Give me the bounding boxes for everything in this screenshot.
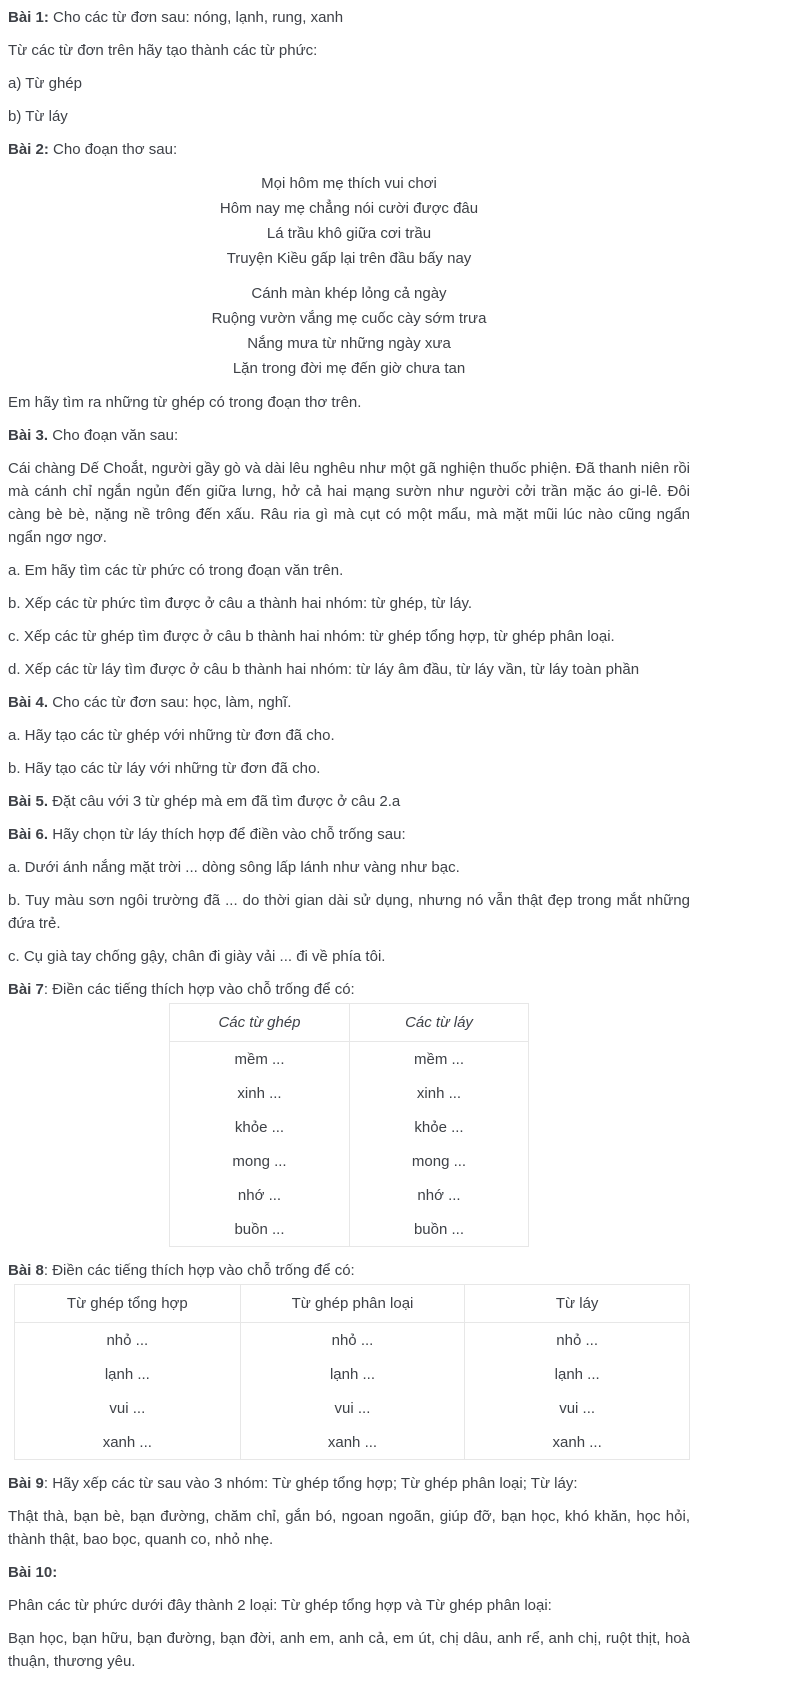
table-cell: mềm ... <box>349 1042 528 1076</box>
exercise-1-text: Cho các từ đơn sau: nóng, lạnh, rung, xanh <box>53 9 344 26</box>
exercise-2-text: Cho đoạn thơ sau: <box>53 141 178 158</box>
table-cell: buồn ... <box>234 1220 285 1238</box>
table-row <box>15 1357 689 1391</box>
table-cell: nhỏ ... <box>240 1323 465 1357</box>
exercise-1-heading <box>8 6 690 29</box>
poem-stanza-1 <box>8 171 690 271</box>
table-row <box>170 1042 528 1076</box>
exercise-6-heading <box>8 823 690 846</box>
exercise-6-item-c: c. Cụ già tay chống gậy, chân đi giày vải ... đi về phía tôi. <box>8 948 386 965</box>
poem-line: Lặn trong đời mẹ đến giờ chưa tan <box>232 360 466 377</box>
exercise-5-heading <box>8 790 690 813</box>
table-cell: lạnh ... <box>240 1357 465 1391</box>
table-cell: xanh ... <box>464 1425 689 1459</box>
exercise-7-text: : Điền các tiếng thích hợp vào chỗ trống để có: <box>43 981 355 998</box>
table-cell: mong ... <box>232 1152 287 1170</box>
exercise-6-label: Bài 6. <box>8 826 49 843</box>
poem-line: Cánh màn khép lỏng cả ngày <box>251 285 447 302</box>
table-row <box>170 1178 528 1212</box>
exercise-3-heading <box>8 424 690 447</box>
table-row <box>170 1110 528 1144</box>
table-cell: vui ... <box>109 1399 146 1417</box>
exercise-3-label: Bài 3. <box>8 427 49 444</box>
table-row <box>170 1144 528 1178</box>
exercise-1-item-a: a) Từ ghép <box>8 75 82 92</box>
table-row <box>15 1391 689 1425</box>
poem-line: Truyện Kiều gấp lại trên đầu bấy nay <box>226 250 472 267</box>
exercise-5-label: Bài 5. <box>8 793 49 810</box>
poem-stanza-2 <box>8 281 690 381</box>
exercise-1-label: Bài 1: <box>8 9 49 26</box>
table-cell: nhớ ... <box>237 1186 282 1204</box>
exercise-6-item-a: a. Dưới ánh nắng mặt trời ... dòng sông lấp lánh như vàng như bạc. <box>8 859 460 876</box>
table-cell: khỏe ... <box>349 1110 528 1144</box>
exercise-5-text: Đặt câu với 3 từ ghép mà em đã tìm được ở câu 2.a <box>52 793 401 810</box>
exercise-4-heading <box>8 691 690 714</box>
poem-line: Lá trầu khô giữa cơi trầu <box>266 225 432 242</box>
exercise-4-text: Cho các từ đơn sau: học, làm, nghĩ. <box>52 694 292 711</box>
table-cell: lạnh ... <box>104 1365 150 1383</box>
exercise-9-label: Bài 9 <box>8 1475 44 1492</box>
exercise-2-task: Em hãy tìm ra những từ ghép có trong đoạn thơ trên. <box>8 394 362 411</box>
table-cell: mong ... <box>349 1144 528 1178</box>
table-header-cell: Từ ghép tổng hợp <box>15 1285 240 1323</box>
exercise-8-text: : Điền các tiếng thích hợp vào chỗ trống để có: <box>43 1262 355 1279</box>
table-row <box>170 1076 528 1110</box>
exercise-6-item-b: b. Tuy màu sơn ngôi trường đã ... do thời gian dài sử dụng, nhưng nó vẫn thật đẹp trong mắt những đứa trẻ. <box>8 892 690 932</box>
exercise-8-label: Bài 8 <box>8 1262 44 1279</box>
table-cell: buồn ... <box>349 1212 528 1246</box>
table-header-row <box>15 1285 689 1323</box>
poem-line: Mọi hôm mẹ thích vui chơi <box>261 175 437 192</box>
exercise-1-intro: Từ các từ đơn trên hãy tạo thành các từ phức: <box>8 42 318 59</box>
exercise-6-text: Hãy chọn từ láy thích hợp để điền vào chỗ trống sau: <box>52 826 406 843</box>
exercise-4-item-a: a. Hãy tạo các từ ghép với những từ đơn đã cho. <box>8 727 335 744</box>
table-cell: xanh ... <box>102 1433 152 1451</box>
table-cell: xinh ... <box>237 1084 282 1102</box>
exercise-9-text: : Hãy xếp các từ sau vào 3 nhóm: Từ ghép tổng hợp; Từ ghép phân loại; Từ láy: <box>43 1475 578 1492</box>
exercise-7-table <box>169 1003 529 1247</box>
table-header-cell: Từ ghép phân loại <box>240 1285 465 1323</box>
exercise-9-heading <box>8 1472 690 1495</box>
exercise-1-item-b: b) Từ láy <box>8 108 68 125</box>
table-row <box>170 1212 528 1246</box>
table-cell: nhỏ ... <box>106 1331 149 1349</box>
table-cell: vui ... <box>240 1391 465 1425</box>
exercise-8-table <box>14 1284 690 1460</box>
table-row <box>15 1323 689 1357</box>
exercise-7-label: Bài 7 <box>8 981 44 998</box>
poem-line: Hôm nay mẹ chẳng nói cười được đâu <box>219 200 479 217</box>
table-cell: vui ... <box>464 1391 689 1425</box>
table-header-cell: Các từ láy <box>349 1004 528 1042</box>
exercise-3-passage: Cái chàng Dế Choắt, người gầy gò và dài lêu nghêu như một gã nghiện thuốc phiện. Đã thanh niên rồi mà cánh chỉ ngắn ngủn đến giữa lưng, hở cả hai mạng sườn như người cởi trần mặc áo gi-lê. Đôi càng bè bè, nặng nề trông đến xấu. Râu ria gì mà cụt có một mẩu, mà mặt mũi lúc nào cũng ngẩn ngẩn ngơ ngơ. <box>8 460 690 546</box>
worksheet-content <box>8 6 690 1673</box>
exercise-8-heading <box>8 1259 690 1282</box>
poem-line: Ruộng vườn vắng mẹ cuốc cày sớm trưa <box>211 310 487 327</box>
table-header-row <box>170 1004 528 1042</box>
exercise-10-intro: Phân các từ phức dưới đây thành 2 loại: Từ ghép tổng hợp và Từ ghép phân loại: <box>8 1597 552 1614</box>
exercise-4-label: Bài 4. <box>8 694 49 711</box>
table-cell: nhớ ... <box>349 1178 528 1212</box>
table-cell: lạnh ... <box>464 1357 689 1391</box>
exercise-9-word-list: Thật thà, bạn bè, bạn đường, chăm chỉ, gắn bó, ngoan ngoãn, giúp đỡ, bạn học, khó khăn, học hỏi, thành thật, bao bọc, quanh co, nhỏ nhẹ. <box>8 1508 690 1548</box>
poem-line: Nắng mưa từ những ngày xưa <box>247 335 451 352</box>
exercise-3-item-d: d. Xếp các từ láy tìm được ở câu b thành hai nhóm: từ láy âm đầu, từ láy vần, từ láy toàn phần <box>8 661 640 678</box>
exercise-7-heading <box>8 978 690 1001</box>
exercise-3-text: Cho đoạn văn sau: <box>52 427 179 444</box>
table-cell: nhỏ ... <box>464 1323 689 1357</box>
exercise-10-word-list: Bạn học, bạn hữu, bạn đường, bạn đời, anh em, anh cả, em út, chị dâu, anh rể, anh chị, ruột thịt, hoà thuận, thương yêu. <box>8 1630 690 1670</box>
exercise-3-item-b: b. Xếp các từ phức tìm được ở câu a thành hai nhóm: từ ghép, từ láy. <box>8 595 472 612</box>
table-cell: khỏe ... <box>234 1118 285 1136</box>
exercise-3-item-c: c. Xếp các từ ghép tìm được ở câu b thành hai nhóm: từ ghép tổng hợp, từ ghép phân loại. <box>8 628 615 645</box>
table-cell: xanh ... <box>240 1425 465 1459</box>
table-header-cell: Các từ ghép <box>170 1004 349 1042</box>
exercise-10-heading <box>8 1561 690 1584</box>
exercise-3-item-a: a. Em hãy tìm các từ phức có trong đoạn văn trên. <box>8 562 344 579</box>
exercise-10-label: Bài 10: <box>8 1564 58 1581</box>
table-header-cell: Từ láy <box>464 1285 689 1323</box>
table-cell: xinh ... <box>349 1076 528 1110</box>
exercise-2-label: Bài 2: <box>8 141 49 158</box>
exercise-2-heading <box>8 138 690 161</box>
table-cell: mềm ... <box>234 1050 285 1068</box>
exercise-4-item-b: b. Hãy tạo các từ láy với những từ đơn đã cho. <box>8 760 321 777</box>
table-row <box>15 1425 689 1459</box>
